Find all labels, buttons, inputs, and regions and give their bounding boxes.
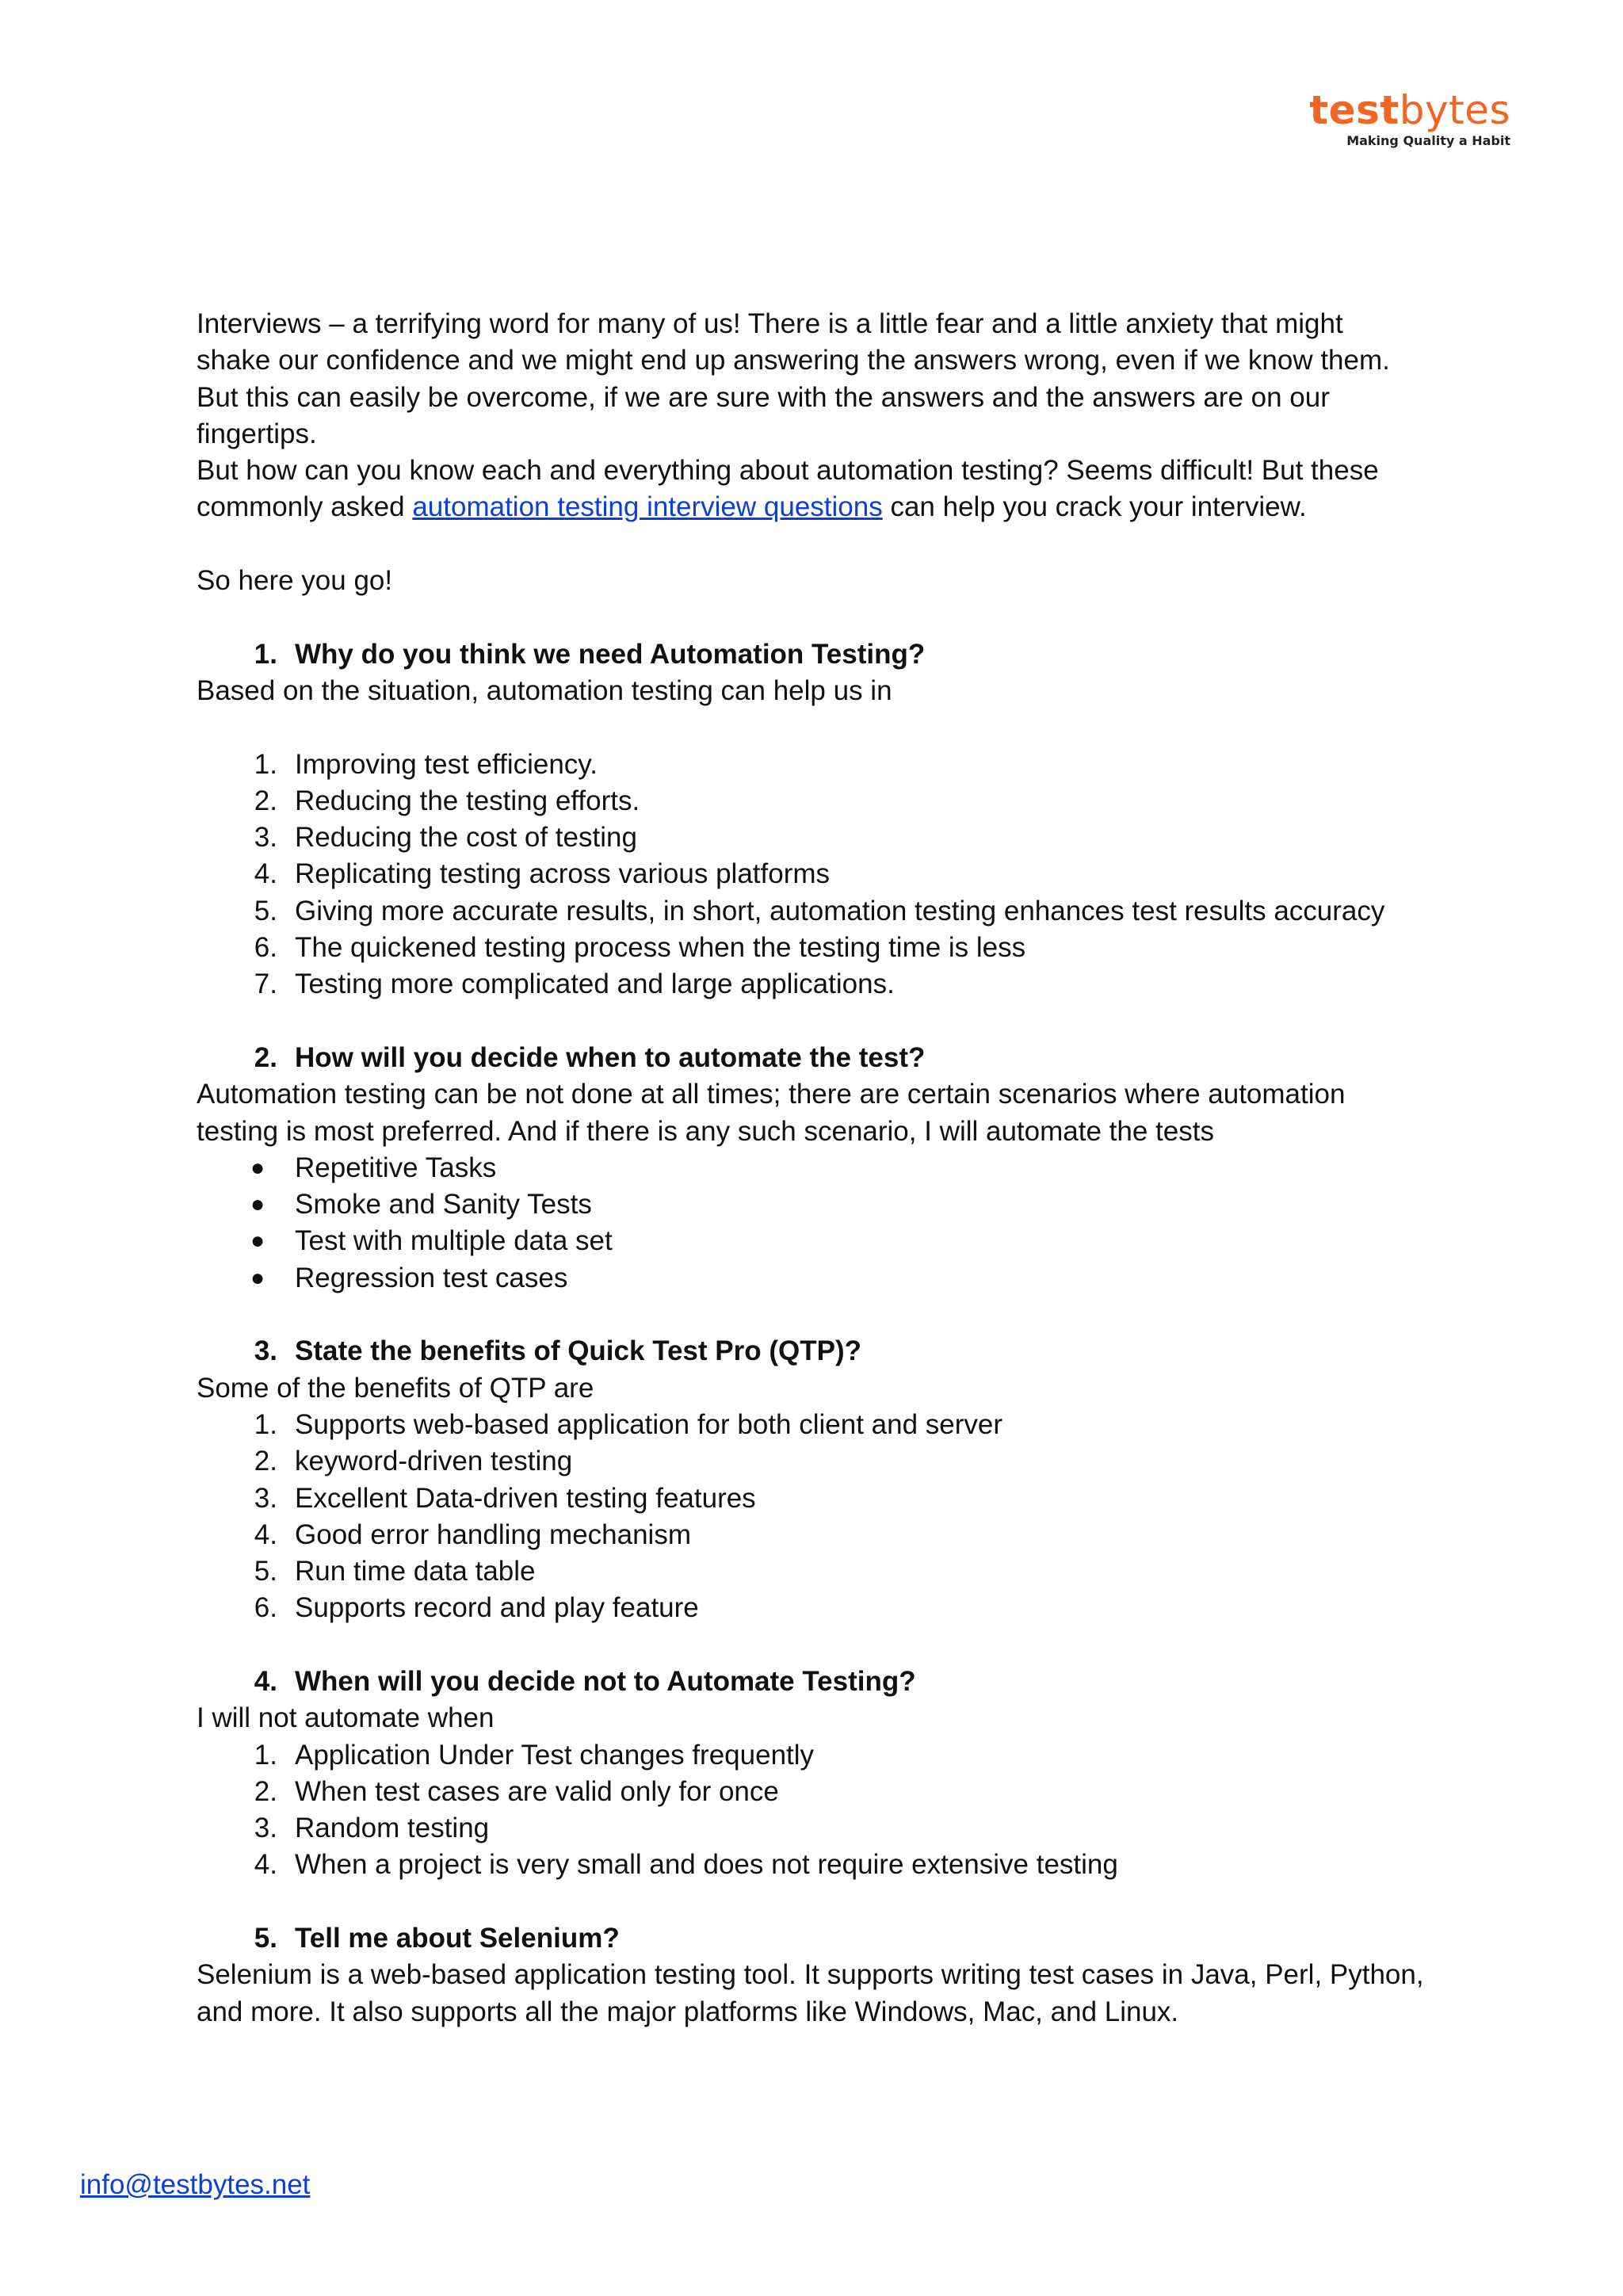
logo-tagline: Making Quality a Habit xyxy=(1346,133,1510,148)
list-text: Replicating testing across various platforms xyxy=(295,858,831,890)
intro-text: can help you crack your interview. xyxy=(882,491,1307,523)
list-item xyxy=(197,783,1433,819)
list-text: Reducing the testing efforts. xyxy=(295,785,640,816)
list-text: Giving more accurate results, in short, automation testing enhances test results accuracy xyxy=(295,895,1385,926)
list-text: keyword-driven testing xyxy=(295,1446,573,1477)
question-lead: Automation testing can be not done at all times; there are certain scenarios where automation xyxy=(197,1079,1346,1110)
list-item xyxy=(197,1737,1433,1774)
list-item xyxy=(197,1847,1433,1883)
list-number: 4. xyxy=(254,1849,277,1881)
list-number: 5. xyxy=(254,1556,277,1587)
list-number: 6. xyxy=(254,932,277,964)
question-heading xyxy=(197,1920,1433,1957)
brand-logo xyxy=(1309,89,1510,149)
list-item xyxy=(197,1223,1433,1259)
list-text: Excellent Data-driven testing features xyxy=(295,1482,756,1514)
list-text: Test with multiple data set xyxy=(295,1225,613,1257)
intro-line xyxy=(197,489,1433,525)
list-text: Supports web-based application for both client and server xyxy=(295,1408,1003,1440)
list-text: Supports record and play feature xyxy=(295,1592,699,1624)
list-item xyxy=(197,856,1433,892)
question-lead: testing is most preferred. And if there is any such scenario, I will automate the tests xyxy=(197,1115,1214,1147)
q3-list xyxy=(197,1407,1433,1627)
list-number: 1. xyxy=(254,1739,277,1771)
list-text: Smoke and Sanity Tests xyxy=(295,1189,592,1221)
question-number: 2. xyxy=(254,1041,277,1073)
question-heading xyxy=(197,1664,1433,1700)
list-number: 2. xyxy=(254,1775,277,1807)
list-text: Improving test efficiency. xyxy=(295,748,598,780)
list-number: 1. xyxy=(254,748,277,780)
intro-line: But how can you know each and everything about automation testing? Seems difficult! But these xyxy=(197,455,1379,487)
list-number: 3. xyxy=(254,822,277,854)
intro-line: shake our confidence and we might end up answering the answers wrong, even if we know them. xyxy=(197,345,1390,376)
question-lead: Based on the situation, automation testing can help us in xyxy=(197,674,892,706)
question-number: 3. xyxy=(254,1335,277,1367)
intro-line: But this can easily be overcome, if we are sure with the answers and the answers are on our xyxy=(197,381,1330,413)
list-text: Repetitive Tasks xyxy=(295,1152,497,1183)
document-body xyxy=(197,306,1433,2030)
bullet-icon: ● xyxy=(250,1191,265,1218)
question-title: Why do you think we need Automation Testing? xyxy=(295,638,926,670)
list-item xyxy=(197,1150,1433,1186)
bullet-icon: ● xyxy=(250,1154,265,1181)
q1-list xyxy=(197,747,1433,1003)
interview-questions-link[interactable]: automation testing interview questions xyxy=(412,491,883,523)
list-number: 7. xyxy=(254,968,277,1000)
list-number: 6. xyxy=(254,1592,277,1624)
question-title: How will you decide when to automate the test? xyxy=(295,1041,926,1073)
question-heading xyxy=(197,1333,1433,1370)
list-item xyxy=(197,966,1433,1003)
question-lead: I will not automate when xyxy=(197,1702,495,1734)
question-heading xyxy=(197,1040,1433,1076)
logo-word-bold: test xyxy=(1309,87,1400,133)
list-text: When test cases are valid only for once xyxy=(295,1775,779,1807)
list-item xyxy=(197,747,1433,783)
list-number: 3. xyxy=(254,1482,277,1514)
list-item xyxy=(197,1443,1433,1480)
list-item xyxy=(197,1480,1433,1517)
list-item xyxy=(197,1553,1433,1590)
list-item xyxy=(197,1810,1433,1847)
bullet-icon: ● xyxy=(250,1264,265,1291)
list-text: Application Under Test changes frequently xyxy=(295,1739,815,1771)
question-number: 5. xyxy=(254,1923,277,1954)
list-text: Regression test cases xyxy=(295,1262,568,1293)
list-text: The quickened testing process when the testing time is less xyxy=(295,932,1026,964)
question-title: State the benefits of Quick Test Pro (QTP)? xyxy=(295,1335,861,1367)
question-number: 1. xyxy=(254,638,277,670)
question-title: When will you decide not to Automate Testing? xyxy=(295,1665,916,1697)
footer xyxy=(80,2167,310,2203)
question-title: Tell me about Selenium? xyxy=(295,1923,620,1954)
list-item xyxy=(197,1517,1433,1553)
footer-email-link[interactable]: info@testbytes.net xyxy=(80,2169,311,2200)
q4-list xyxy=(197,1737,1433,1884)
answer-text: and more. It also supports all the major platforms like Windows, Mac, and Linux. xyxy=(197,1996,1179,2027)
intro-go: So here you go! xyxy=(197,565,393,597)
list-item xyxy=(197,930,1433,966)
question-lead: Some of the benefits of QTP are xyxy=(197,1372,594,1404)
question-number: 4. xyxy=(254,1665,277,1697)
list-item xyxy=(197,1260,1433,1297)
list-number: 4. xyxy=(254,858,277,890)
intro-text: commonly asked xyxy=(197,491,413,523)
logo-word-light: bytes xyxy=(1399,87,1510,133)
list-text: Run time data table xyxy=(295,1556,536,1587)
answer-text: Selenium is a web-based application testing tool. It supports writing test cases in Java, Perl, Python, xyxy=(197,1959,1424,1991)
intro-line: Interviews – a terrifying word for many of us! There is a little fear and a little anxiety that might xyxy=(197,308,1343,339)
list-text: Good error handling mechanism xyxy=(295,1519,691,1550)
list-number: 4. xyxy=(254,1519,277,1550)
list-item xyxy=(197,1407,1433,1443)
list-number: 2. xyxy=(254,1446,277,1477)
bullet-icon: ● xyxy=(250,1228,265,1255)
question-heading xyxy=(197,636,1433,673)
list-number: 1. xyxy=(254,1408,277,1440)
intro-line: fingertips. xyxy=(197,418,317,449)
list-item xyxy=(197,1590,1433,1626)
list-text: Reducing the cost of testing xyxy=(295,822,637,854)
list-item xyxy=(197,1774,1433,1810)
list-text: Testing more complicated and large applications. xyxy=(295,968,895,1000)
list-text: Random testing xyxy=(295,1813,490,1844)
list-text: When a project is very small and does not require extensive testing xyxy=(295,1849,1118,1881)
list-number: 2. xyxy=(254,785,277,816)
q2-list xyxy=(197,1150,1433,1297)
list-number: 5. xyxy=(254,895,277,926)
list-item xyxy=(197,819,1433,856)
list-number: 3. xyxy=(254,1813,277,1844)
list-item xyxy=(197,1186,1433,1223)
logo-wordmark xyxy=(1309,89,1510,132)
list-item xyxy=(197,893,1433,930)
